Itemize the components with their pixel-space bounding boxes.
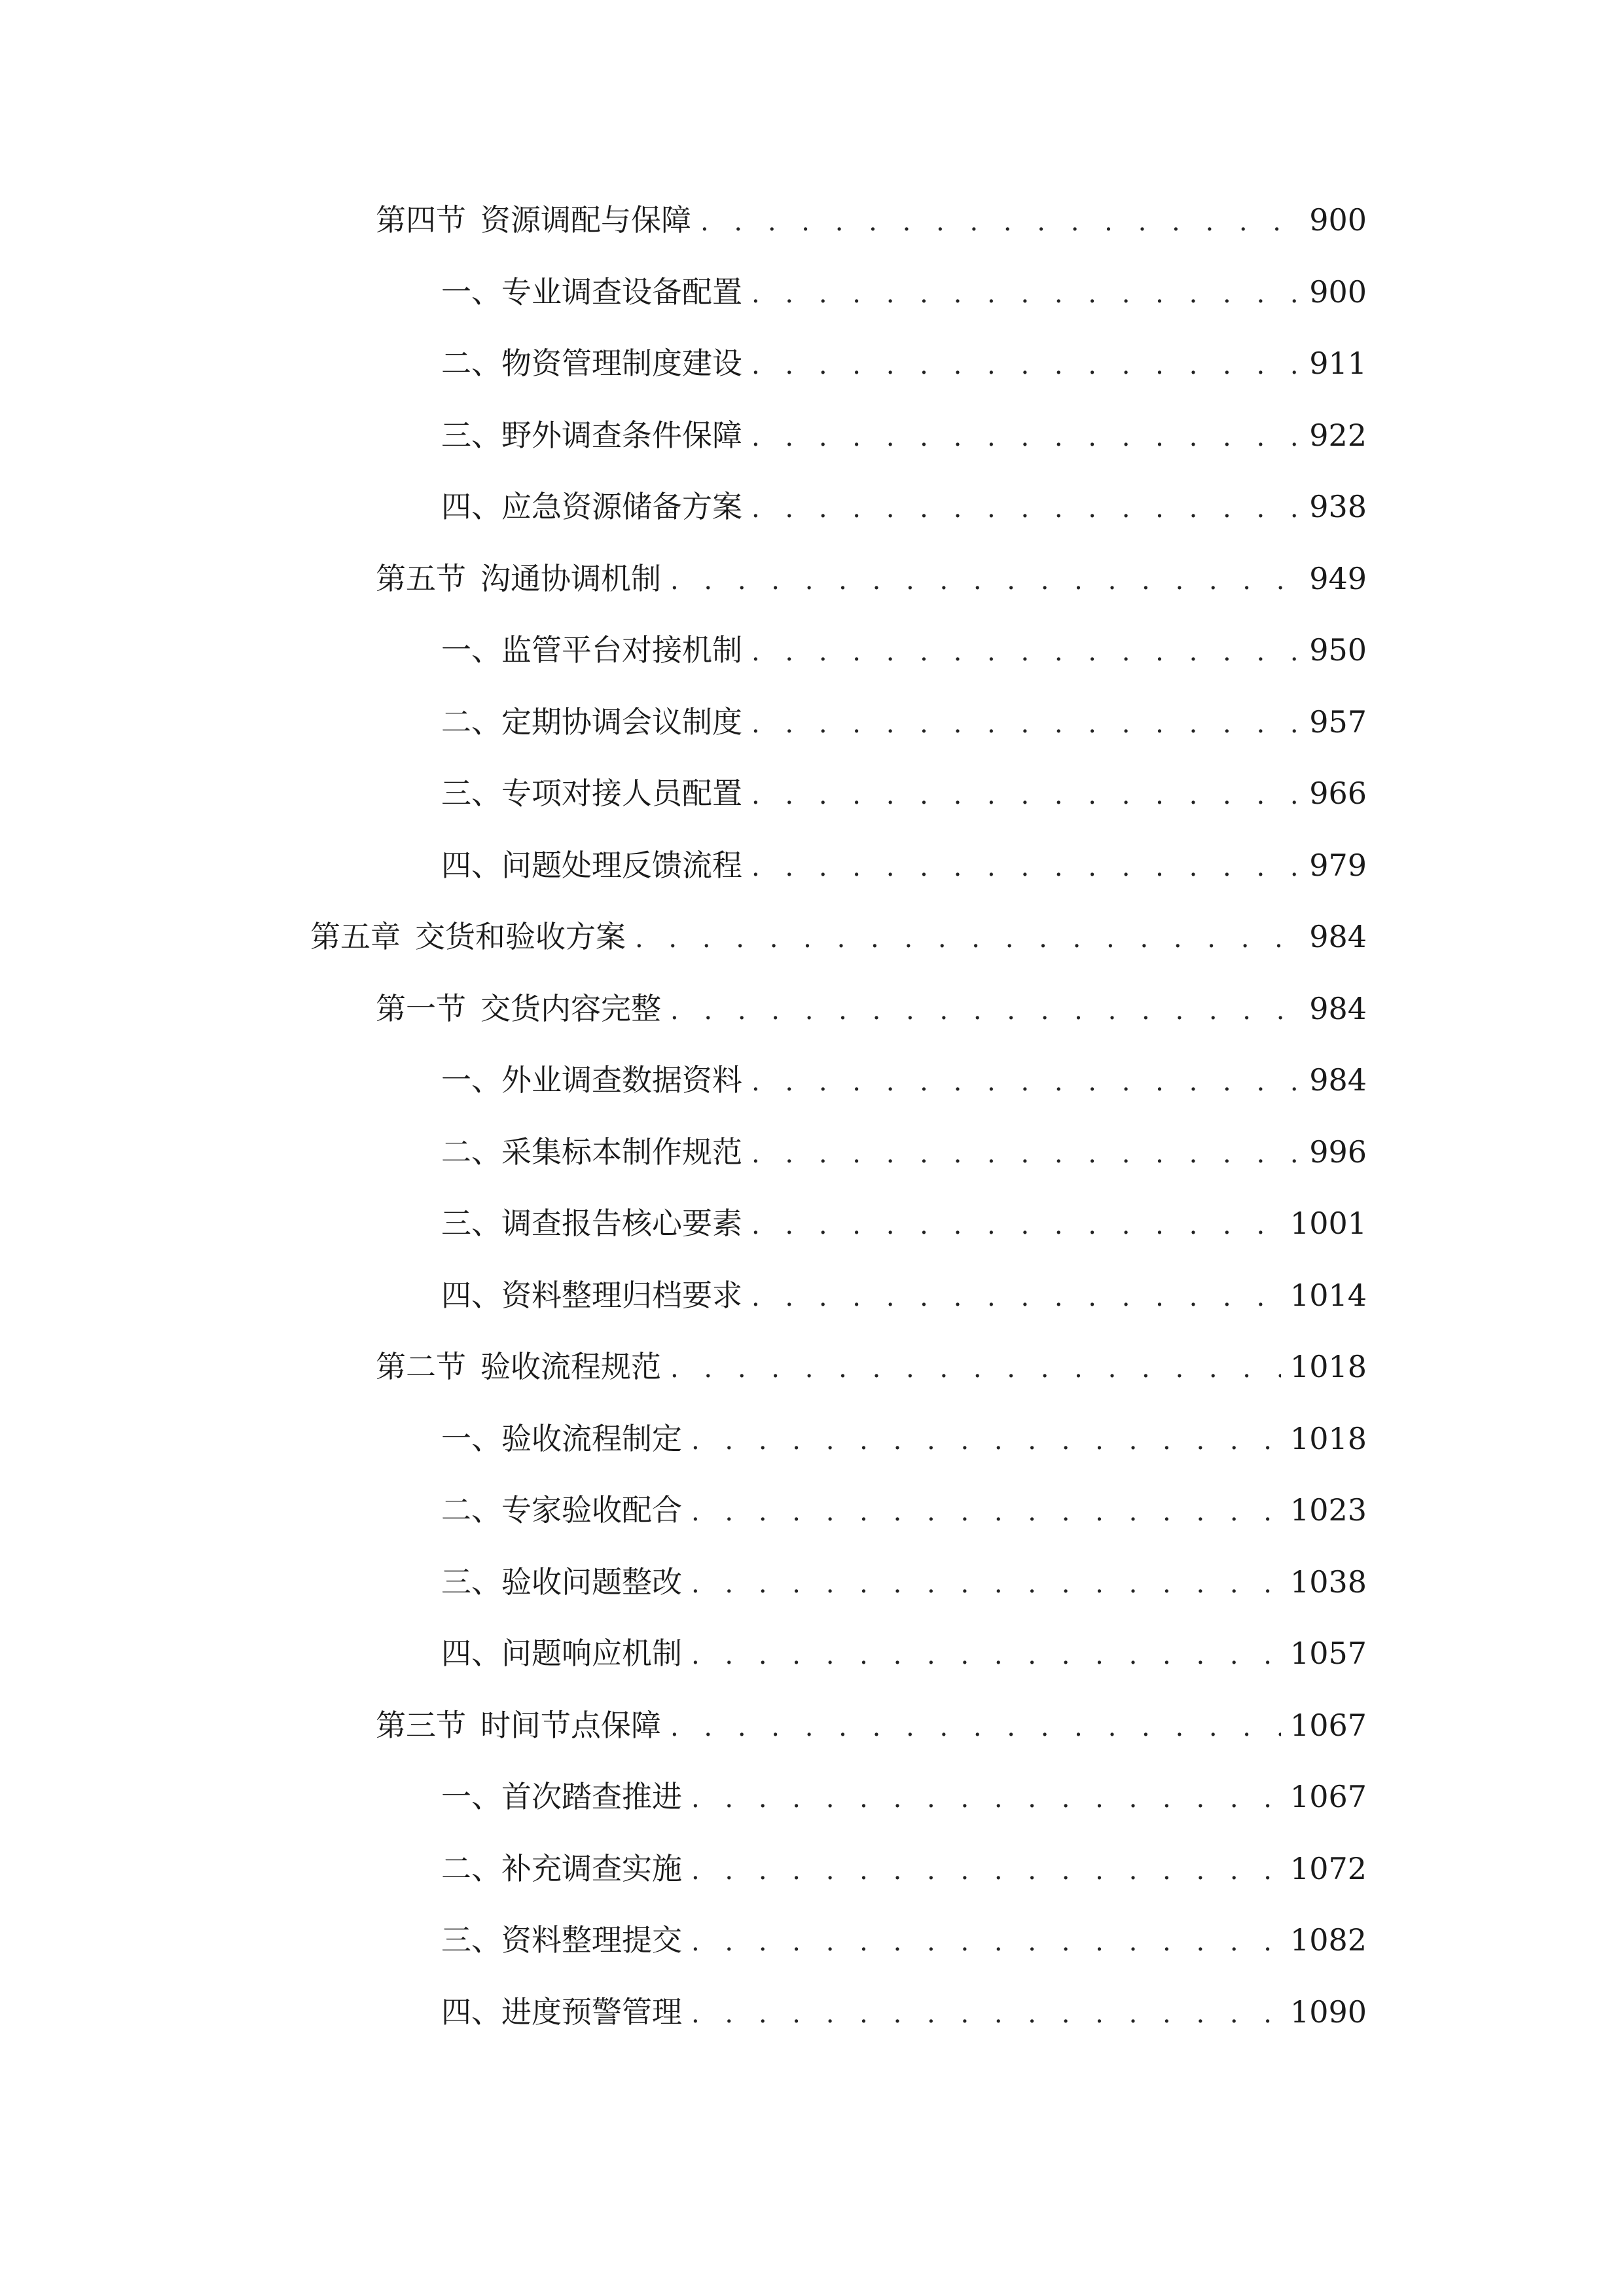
toc-entry-row (441, 331, 1367, 398)
toc-entry-row (376, 187, 1367, 255)
toc-entry-title: 验收流程制定 (501, 1420, 682, 1456)
toc-entry-page-number: 1023 (1290, 1492, 1367, 1528)
toc-entry-title: 定期协调会议制度 (501, 704, 742, 740)
toc-entry-page-number: 1018 (1290, 1349, 1367, 1384)
toc-entry-row (376, 1334, 1367, 1401)
toc-entry-page-number: 949 (1309, 560, 1367, 596)
toc-entry-item[interactable] (0, 689, 1624, 761)
toc-entry-row (441, 1979, 1367, 2047)
toc-entry-page-number: 900 (1309, 202, 1367, 238)
toc-entry-number: 三、 (441, 1922, 501, 1958)
toc-entry-title: 资料整理归档要求 (501, 1277, 742, 1313)
toc-entry-title: 外业调查数据资料 (501, 1062, 742, 1098)
toc-entry-item[interactable] (0, 833, 1624, 905)
toc-entry-number: 第五章 (310, 919, 401, 954)
toc-entry-item[interactable] (0, 331, 1624, 403)
toc-entry-page-number: 1072 (1290, 1850, 1367, 1886)
table-of-contents (0, 187, 1624, 2051)
toc-entry-title: 监管平台对接机制 (501, 632, 742, 668)
toc-entry-row (441, 617, 1367, 685)
toc-entry-title: 专家验收配合 (501, 1492, 682, 1528)
toc-entry-section[interactable] (0, 976, 1624, 1048)
toc-entry-item[interactable] (0, 1477, 1624, 1549)
toc-entry-item[interactable] (0, 1979, 1624, 2051)
toc-entry-number: 一、 (441, 1779, 501, 1814)
toc-entry-number: 二、 (441, 346, 501, 381)
toc-entry-page-number: 900 (1309, 274, 1367, 310)
toc-entry-item[interactable] (0, 403, 1624, 475)
toc-dot-leader (751, 404, 1300, 470)
toc-entry-item[interactable] (0, 1621, 1624, 1693)
toc-entry-title: 应急资源储备方案 (501, 489, 742, 524)
toc-entry-page-number: 1014 (1290, 1277, 1367, 1313)
toc-entry-item[interactable] (0, 617, 1624, 689)
toc-entry-number: 一、 (441, 1062, 501, 1098)
toc-dot-leader (751, 762, 1300, 828)
toc-entry-number: 一、 (441, 632, 501, 668)
toc-entry-row (441, 1406, 1367, 1473)
toc-entry-row (441, 1047, 1367, 1115)
toc-entry-title: 物资管理制度建设 (501, 346, 742, 381)
toc-entry-row (441, 1477, 1367, 1545)
toc-entry-section[interactable] (0, 546, 1624, 618)
toc-dot-leader (751, 834, 1300, 900)
toc-entry-title: 沟通协调机制 (480, 560, 661, 596)
toc-entry-item[interactable] (0, 1836, 1624, 1908)
toc-entry-title: 验收流程规范 (480, 1349, 661, 1384)
toc-entry-page-number: 957 (1309, 704, 1367, 740)
toc-entry-title: 首次踏查推进 (501, 1779, 682, 1814)
toc-entry-row (441, 1191, 1367, 1258)
toc-entry-title: 进度预警管理 (501, 1994, 682, 2030)
toc-entry-title: 交货和验收方案 (415, 919, 626, 954)
toc-entry-page-number: 979 (1309, 847, 1367, 883)
toc-dot-leader (670, 1336, 1281, 1401)
toc-entry-title: 问题处理反馈流程 (501, 847, 742, 883)
toc-entry-number: 二、 (441, 704, 501, 740)
toc-entry-title: 专业调查设备配置 (501, 274, 742, 310)
toc-entry-row (376, 1693, 1367, 1760)
toc-entry-title: 时间节点保障 (480, 1707, 661, 1743)
toc-entry-chapter[interactable] (0, 904, 1624, 976)
toc-dot-leader (700, 189, 1300, 255)
toc-entry-number: 第一节 (376, 990, 466, 1026)
toc-entry-row (441, 474, 1367, 541)
toc-dot-leader (691, 1551, 1281, 1617)
toc-entry-row (441, 403, 1367, 470)
toc-dot-leader (751, 1265, 1281, 1330)
toc-dot-leader (691, 1909, 1281, 1975)
toc-entry-page-number: 966 (1309, 776, 1367, 811)
toc-entry-number: 四、 (441, 489, 501, 524)
toc-dot-leader (691, 1408, 1281, 1473)
toc-entry-page-number: 1067 (1290, 1779, 1367, 1814)
toc-entry-page-number: 1082 (1290, 1922, 1367, 1958)
toc-entry-number: 三、 (441, 776, 501, 811)
toc-entry-page-number: 1018 (1290, 1420, 1367, 1456)
toc-entry-page-number: 984 (1309, 1062, 1367, 1098)
toc-entry-page-number: 984 (1309, 919, 1367, 954)
toc-entry-number: 第三节 (376, 1707, 466, 1743)
toc-entry-row (441, 1263, 1367, 1330)
toc-entry-item[interactable] (0, 474, 1624, 546)
toc-entry-row (441, 1621, 1367, 1688)
toc-entry-number: 四、 (441, 1277, 501, 1313)
toc-entry-title: 采集标本制作规范 (501, 1134, 742, 1170)
toc-entry-number: 第五节 (376, 560, 466, 596)
toc-entry-number: 四、 (441, 1636, 501, 1671)
toc-entry-row (441, 1549, 1367, 1617)
toc-entry-title: 验收问题整改 (501, 1564, 682, 1600)
toc-entry-section[interactable] (0, 187, 1624, 259)
toc-entry-item[interactable] (0, 1764, 1624, 1836)
toc-entry-page-number: 1067 (1290, 1707, 1367, 1743)
toc-entry-title: 交货内容完整 (480, 990, 661, 1026)
toc-entry-number: 四、 (441, 1994, 501, 2030)
toc-entry-number: 二、 (441, 1492, 501, 1528)
toc-entry-number: 二、 (441, 1850, 501, 1886)
toc-entry-row (441, 1907, 1367, 1975)
toc-entry-page-number: 1090 (1290, 1994, 1367, 2030)
toc-entry-page-number: 1057 (1290, 1636, 1367, 1671)
toc-entry-title: 资源调配与保障 (480, 202, 691, 238)
toc-entry-row (441, 1764, 1367, 1831)
toc-entry-section[interactable] (0, 1693, 1624, 1765)
toc-entry-number: 三、 (441, 417, 501, 453)
toc-dot-leader (751, 1049, 1300, 1115)
toc-dot-leader (751, 691, 1300, 757)
toc-dot-leader (751, 1193, 1281, 1258)
toc-entry-item[interactable] (0, 761, 1624, 833)
toc-entry-item[interactable] (0, 1549, 1624, 1621)
toc-dot-leader (670, 1695, 1281, 1760)
toc-dot-leader (691, 1766, 1281, 1831)
toc-entry-item[interactable] (0, 1191, 1624, 1263)
toc-entry-page-number: 996 (1309, 1134, 1367, 1170)
toc-entry-row (441, 761, 1367, 828)
toc-entry-number: 一、 (441, 274, 501, 310)
toc-entry-title: 专项对接人员配置 (501, 776, 742, 811)
toc-entry-page-number: 938 (1309, 489, 1367, 524)
toc-entry-number: 二、 (441, 1134, 501, 1170)
toc-dot-leader (670, 978, 1300, 1043)
toc-entry-title: 野外调查条件保障 (501, 417, 742, 453)
toc-dot-leader (751, 476, 1300, 541)
toc-entry-number: 一、 (441, 1420, 501, 1456)
toc-dot-leader (691, 1981, 1281, 2047)
toc-entry-row (376, 546, 1367, 613)
toc-entry-title: 补充调查实施 (501, 1850, 682, 1886)
toc-entry-row (376, 976, 1367, 1043)
toc-dot-leader (691, 1623, 1281, 1688)
toc-entry-row (441, 1836, 1367, 1903)
toc-entry-page-number: 1038 (1290, 1564, 1367, 1600)
toc-dot-leader (691, 1479, 1281, 1545)
toc-dot-leader (635, 906, 1300, 971)
toc-entry-page-number: 922 (1309, 417, 1367, 453)
toc-dot-leader (751, 261, 1300, 327)
toc-entry-row (441, 1119, 1367, 1187)
toc-entry-page-number: 984 (1309, 990, 1367, 1026)
toc-entry-item[interactable] (0, 1263, 1624, 1335)
toc-dot-leader (751, 332, 1300, 398)
toc-entry-row (310, 904, 1367, 971)
toc-dot-leader (751, 619, 1300, 685)
toc-entry-row (441, 689, 1367, 757)
toc-entry-title: 调查报告核心要素 (501, 1206, 742, 1241)
toc-entry-item[interactable] (0, 1047, 1624, 1119)
toc-entry-item[interactable] (0, 1119, 1624, 1191)
toc-entry-page-number: 1001 (1290, 1206, 1367, 1241)
toc-entry-section[interactable] (0, 1334, 1624, 1406)
toc-entry-number: 第四节 (376, 202, 466, 238)
toc-entry-number: 第二节 (376, 1349, 466, 1384)
toc-dot-leader (751, 1121, 1300, 1187)
toc-entry-row (441, 259, 1367, 327)
toc-entry-number: 四、 (441, 847, 501, 883)
toc-entry-title: 资料整理提交 (501, 1922, 682, 1958)
toc-entry-number: 三、 (441, 1564, 501, 1600)
toc-entry-row (441, 833, 1367, 900)
toc-dot-leader (670, 548, 1300, 613)
toc-entry-title: 问题响应机制 (501, 1636, 682, 1671)
toc-entry-item[interactable] (0, 1406, 1624, 1478)
toc-dot-leader (691, 1838, 1281, 1903)
toc-entry-number: 三、 (441, 1206, 501, 1241)
toc-entry-page-number: 911 (1309, 346, 1367, 381)
toc-entry-item[interactable] (0, 1907, 1624, 1979)
toc-entry-item[interactable] (0, 259, 1624, 331)
toc-entry-page-number: 950 (1309, 632, 1367, 668)
